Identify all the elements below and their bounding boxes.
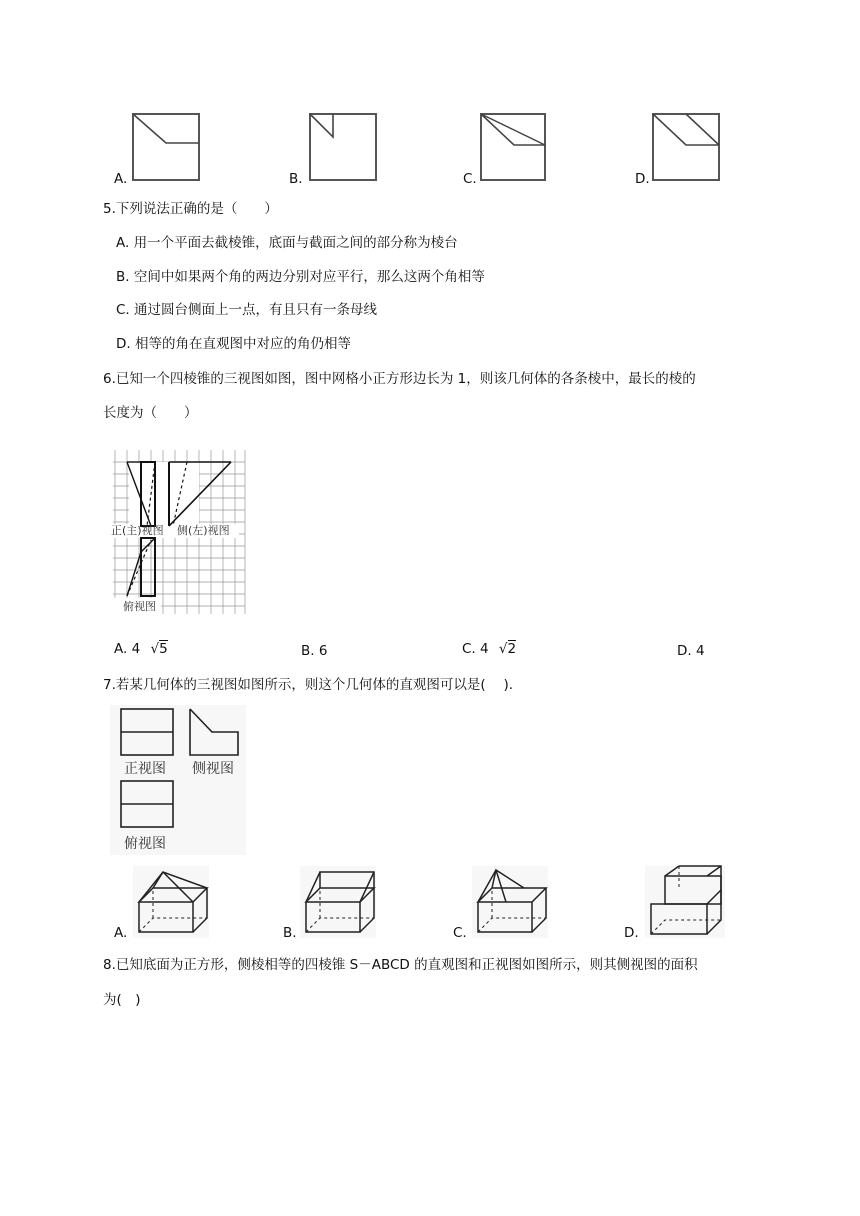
q6-option-a-label: A. 4 [114, 641, 141, 657]
q6-option-c-label: C. 4 [462, 641, 489, 657]
q5-option-b[interactable]: B. 空间中如果两个角的两边分别对应平行，那么这两个角相等 [116, 269, 485, 285]
q7-option-c-label[interactable]: C. [453, 925, 467, 941]
q8-stem-line1: 8.已知底面为正方形，侧棱相等的四棱锥 S－ABCD 的直观图和正视图如图所示，则其侧视图的面积 [103, 957, 698, 973]
sqrt-icon: √ [498, 641, 508, 657]
q7-option-a-label[interactable]: A. [114, 925, 128, 941]
q6-option-d[interactable]: D. 4 [677, 643, 705, 659]
q7-stem: 7.若某几何体的三视图如图所示，则这个几何体的直观图可以是( ). [103, 677, 513, 693]
q4-option-c-label[interactable]: C. [463, 171, 477, 187]
q4-option-d-label[interactable]: D. [635, 171, 650, 187]
q5-option-c[interactable]: C. 通过圆台侧面上一点，有且只有一条母线 [116, 302, 378, 318]
q4-figure-b [309, 113, 379, 181]
q7-side-view-label: 侧视图 [192, 761, 234, 777]
sqrt-icon: √ [150, 641, 160, 657]
q6-option-c-radicand: 2 [507, 641, 517, 657]
q6-option-a[interactable] [114, 641, 168, 657]
q6-stem-line1: 6.已知一个四棱锥的三视图如图，图中网格小正方形边长为 1，则该几何体的各条棱中，最长的棱的 [103, 371, 696, 387]
q5-option-a[interactable]: A. 用一个平面去截棱锥，底面与截面之间的部分称为棱台 [116, 235, 458, 251]
q7-three-view-figure [110, 705, 246, 855]
q5-option-d[interactable]: D. 相等的角在直观图中对应的角仍相等 [116, 336, 351, 352]
q6-three-view-figure [111, 448, 247, 616]
q7-figure-d [645, 866, 725, 938]
q5-stem: 5.下列说法正确的是（ ） [103, 201, 278, 217]
q6-front-view-label: 正(主)视图 [111, 524, 164, 537]
q7-front-view-label: 正视图 [124, 761, 166, 777]
q6-top-view-label: 俯视图 [123, 600, 156, 613]
q8-stem-line2: 为( ) [103, 992, 141, 1008]
q4-figure-d [652, 113, 722, 181]
q7-top-view-label: 俯视图 [124, 836, 166, 852]
q4-option-b-label[interactable]: B. [289, 171, 303, 187]
q6-option-b[interactable]: B. 6 [301, 643, 328, 659]
q4-figure-c [480, 113, 548, 181]
q6-option-c[interactable] [462, 641, 516, 657]
q6-side-view-label: 侧(左)视图 [177, 524, 230, 537]
q7-figure-b [300, 866, 376, 938]
q4-figure-a [132, 113, 202, 181]
q7-option-d-label[interactable]: D. [624, 925, 639, 941]
q7-figure-c [472, 866, 548, 938]
q7-figure-a [133, 866, 209, 938]
q7-option-b-label[interactable]: B. [283, 925, 297, 941]
q4-option-a-label[interactable]: A. [114, 171, 128, 187]
q6-option-a-radicand: 5 [159, 641, 168, 657]
q6-stem-line2: 长度为（ ） [103, 405, 198, 421]
